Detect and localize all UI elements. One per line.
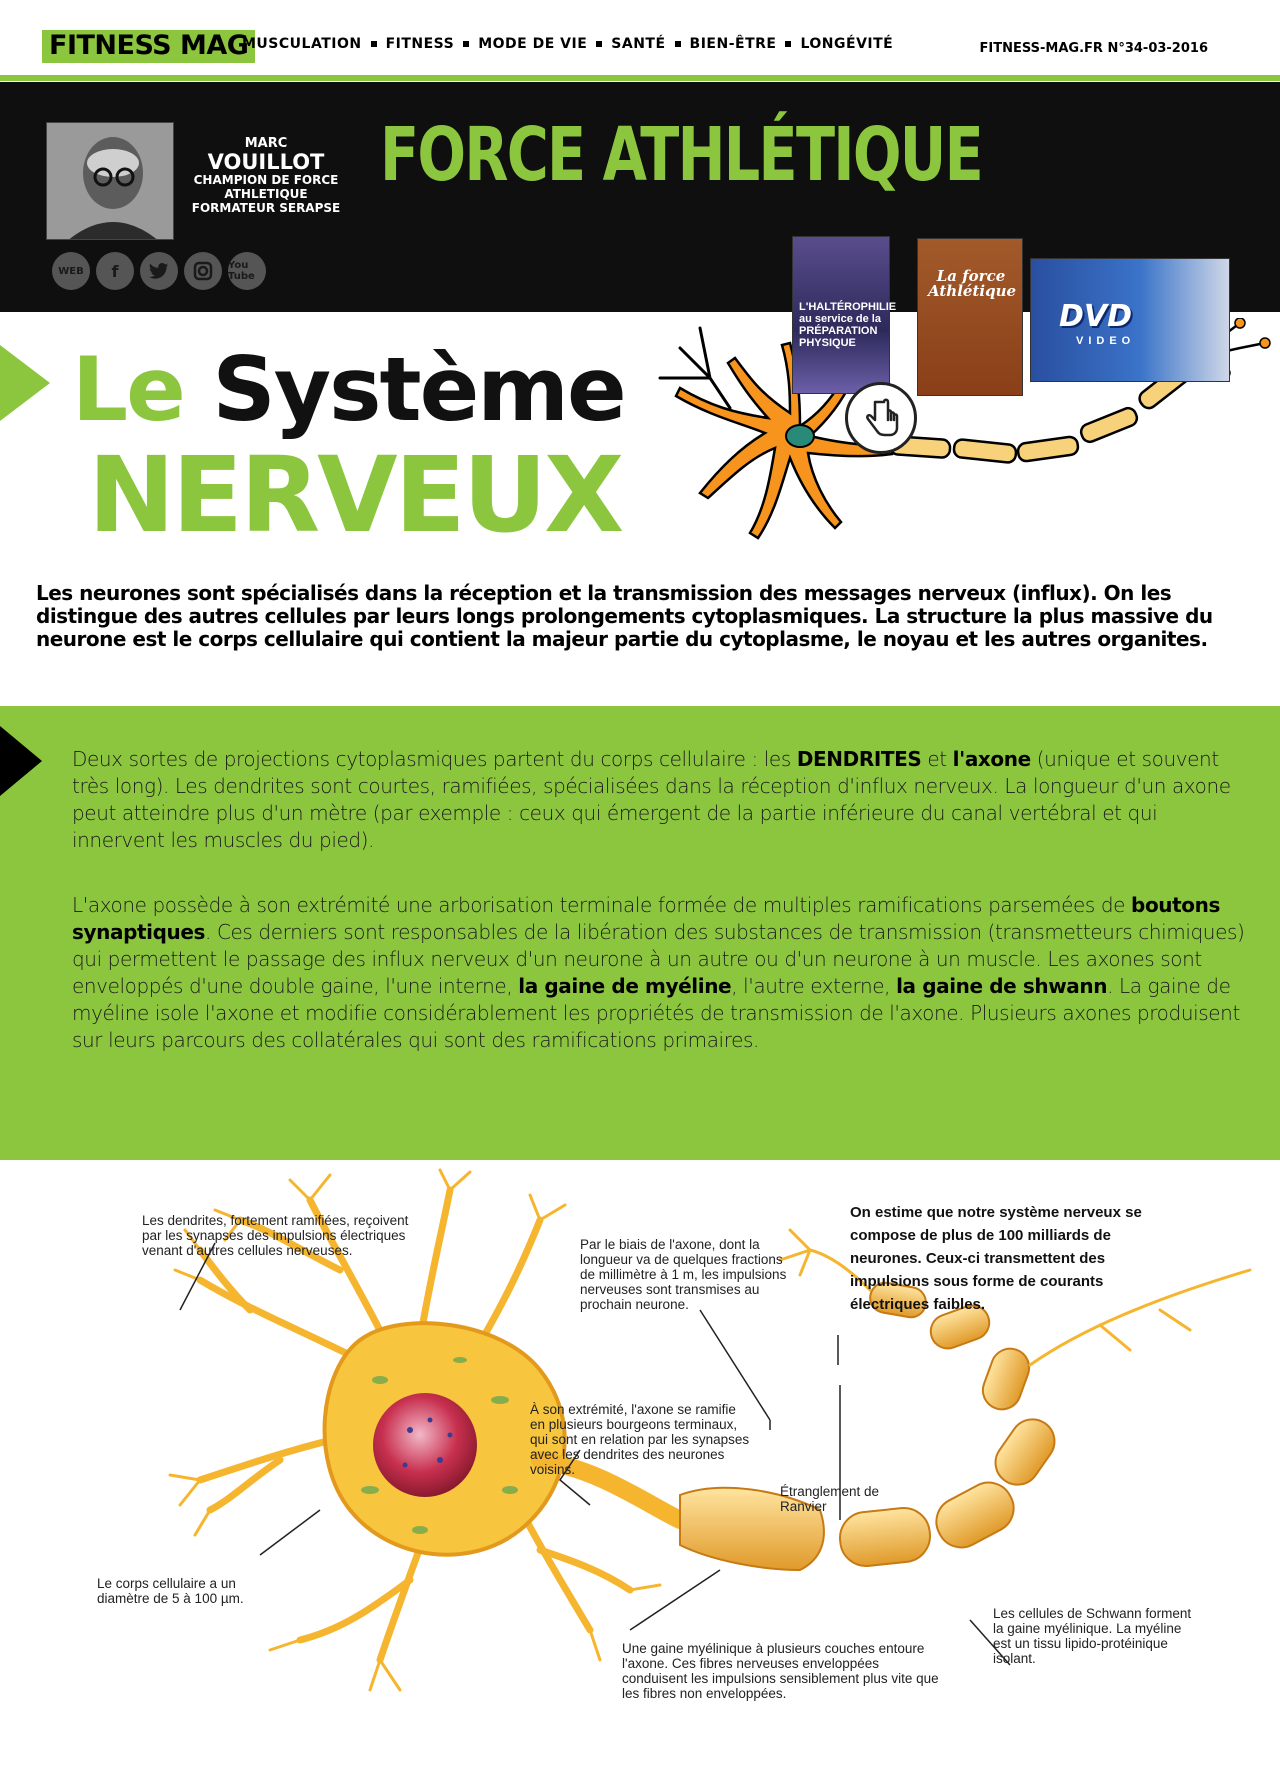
book-cover-title: L'HALTÉROPHILIE au service de la PRÉPARATION PHYSIQUE <box>799 301 897 349</box>
author-info <box>176 136 356 215</box>
nav-item-fitness[interactable]: FITNESS <box>385 36 455 52</box>
twitter-icon[interactable] <box>140 252 178 290</box>
top-bar <box>0 0 1280 80</box>
caption-estimate: On estime que notre système nerveux se compose de plus de 100 milliards de neurones. Ceux-ci transmettent des impulsions sous forme de courants électriques faibles. <box>850 1204 1142 1313</box>
title-arrow-icon <box>0 345 50 421</box>
body-paragraph-1: Deux sortes de projections cytoplasmiques partent du corps cellulaire : les DENDRITES et l'axone (unique et souvent très long). Les dendrites sont courtes, ramifiées, spécialisées dans la réception d'influx nerveux. La longueur d'un axone peut atteindre plus d'un mètre (par exemple : ceux qui émergent de la partie inférieure du canal vertébral et qui innervent les muscles du pied). <box>72 747 1231 852</box>
social-links <box>52 252 266 290</box>
caption-corps-cellulaire: Le corps cellulaire a un diamètre de 5 à 100 µm. <box>97 1576 244 1606</box>
book-cover-title: La force Athlétique <box>928 267 1017 300</box>
nav-item-sante[interactable]: SANTÉ <box>611 36 666 52</box>
caption-schwann: Les cellules de Schwann forment la gaine myélinique. La myéline est un tissu lipido-protéinique isolant. <box>993 1606 1192 1666</box>
nav-separator <box>596 41 602 47</box>
title-le: Le <box>72 338 184 441</box>
title-systeme: Système <box>212 338 625 441</box>
site-logo[interactable]: FITNESS MAG <box>42 30 255 63</box>
caption-ranvier: Étranglement de Ranvier <box>780 1484 880 1514</box>
author-role: ATHLETIQUE <box>224 187 308 201</box>
header-divider <box>0 75 1280 81</box>
dvd-cover[interactable] <box>1030 258 1230 382</box>
book-cover-halterophilie[interactable] <box>792 236 897 394</box>
nav-item-bien-etre[interactable]: BIEN-ÊTRE <box>689 36 777 52</box>
facebook-icon[interactable]: f <box>96 252 134 290</box>
body-paragraph-2: L'axone possède à son extrémité une arborisation terminale formée de multiples ramifications parsemées de boutons synaptiques. Ces derniers sont responsables de la libération des substances de transmission (transmetteurs chimiques) qui permettent le passage des influx nerveux d'un neurone à un autre ou d'un neurone à un muscle. Les axones sont enveloppés d'une double gaine, l'une interne, la gaine de myéline, l'autre externe, la gaine de shwann. La gaine de myéline isole l'axone et modifie considérablement les propriétés de transmission de l'axone. Plusieurs axones produisent sur leurs parcours des collatérales qui sont des ramifications primaires. <box>72 893 1245 1052</box>
body-arrow-icon <box>0 726 42 796</box>
nav-item-mode-de-vie[interactable]: MODE DE VIE <box>478 36 588 52</box>
caption-extremite: À son extrémité, l'axone se ramifie en plusieurs bourgeons terminaux, qui sont en relation par les synapses avec les dendrites des neurones voisins. <box>530 1402 750 1477</box>
author-photo <box>46 122 174 240</box>
nav-separator <box>371 41 377 47</box>
title-nerveux: NERVEUX <box>88 434 622 556</box>
nav-separator <box>463 41 469 47</box>
page-title <box>72 340 625 440</box>
caption-dendrites: Les dendrites, fortement ramifiées, reçoivent par les synapses des impulsions électriques venant d'autres cellules nerveuses. <box>142 1213 409 1258</box>
nav-item-musculation[interactable]: MUSCULATION <box>242 36 362 52</box>
intro-paragraph: Les neurones sont spécialisés dans la réception et la transmission des messages nerveux (influx). On les distingue des autres cellules par leurs longs prolongements cytoplasmiques. La structure la plus massive du neurone est le corps cellulaire qui contient la majeur partie du cytoplasme, le noyau et les autres organites. <box>36 581 1213 651</box>
author-portrait-icon <box>47 123 174 240</box>
click-hand-icon[interactable] <box>845 382 917 454</box>
author-last-name: VOUILLOT <box>207 150 325 174</box>
youtube-icon[interactable]: You Tube <box>228 252 266 290</box>
dvd-label: DVD <box>1059 299 1133 334</box>
main-nav <box>242 36 893 52</box>
web-icon[interactable]: WEB <box>52 252 90 290</box>
instagram-icon[interactable] <box>184 252 222 290</box>
dvd-sublabel: VIDEO <box>1076 335 1136 347</box>
caption-gaine: Une gaine myélinique à plusieurs couches entoure l'axone. Ces fibres nerveuses enveloppées conduisent les impulsions sensiblement plus vite que les fibres non enveloppées. <box>622 1641 939 1701</box>
author-role: FORMATEUR SERAPSE <box>191 201 341 215</box>
section-title: FORCE ATHLÉTIQUE <box>380 112 982 198</box>
caption-axone: Par le biais de l'axone, dont la longueur va de quelques fractions de millimètre à 1 m, les impulsions nerveuses sont transmises au prochain neurone. <box>580 1237 787 1312</box>
author-role: CHAMPION DE FORCE <box>193 173 339 187</box>
book-cover-force-athletique[interactable] <box>917 238 1023 396</box>
nav-separator <box>675 41 681 47</box>
nav-separator <box>785 41 791 47</box>
nav-item-longevite[interactable]: LONGÉVITÉ <box>800 36 894 52</box>
author-first-name: MARC <box>244 136 288 151</box>
issue-number: FITNESS-MAG.FR N°34-03-2016 <box>979 41 1208 56</box>
